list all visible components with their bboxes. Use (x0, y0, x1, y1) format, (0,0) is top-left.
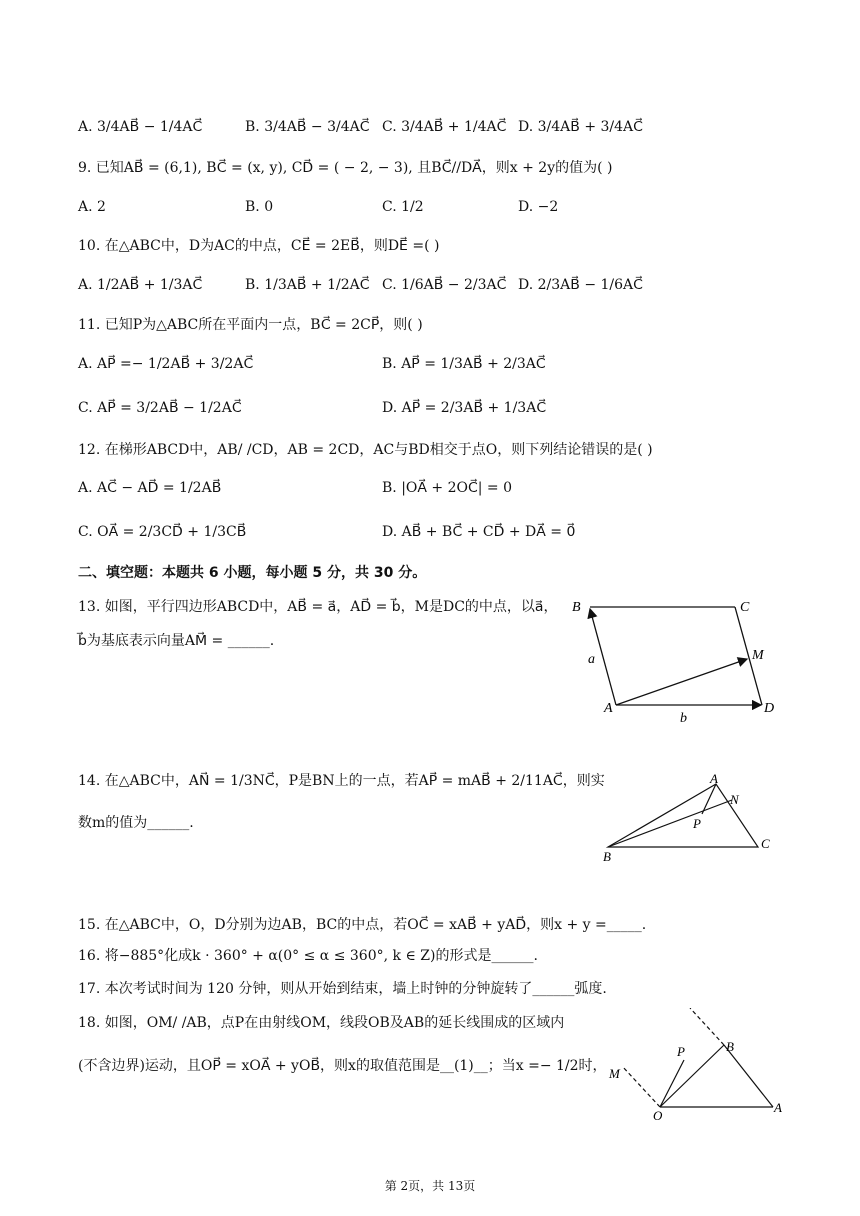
q11-question: 11. 已知P为△ABC所在平面内一点，BC⃗ = 2CP⃗，则( ) (78, 317, 423, 333)
q11-option-d: D. AP⃗ = 2/3AB⃗ + 1/3AC⃗ (382, 400, 547, 416)
fig13-label-vec-a: a (588, 652, 595, 667)
fig18-label-a: A (774, 1100, 782, 1115)
fig13-label-vec-b: b (680, 711, 687, 726)
q9-option-d: D. −2 (518, 199, 559, 215)
fig18-label-m: M (609, 1066, 620, 1081)
fig13-label-m: M (752, 648, 764, 663)
q18-line1: 18. 如图，OM/ /AB，点P在由射线OM，线段OB及AB的延长线围成的区域内 (78, 1015, 565, 1031)
q10-option-d: D. 2/3AB⃗ − 1/6AC⃗ (518, 277, 643, 293)
q14-line1: 14. 在△ABC中，AN⃗ = 1/3NC⃗，P是BN上的一点，若AP⃗ = mAB⃗ + 2/11AC⃗，则实 (78, 773, 605, 789)
q10-question: 10. 在△ABC中，D为AC的中点，CE⃗ = 2EB⃗，则DE⃗ =( ) (78, 238, 440, 254)
q12-option-c: C. OA⃗ = 2/3CD⃗ + 1/3CB⃗ (78, 524, 247, 540)
q13-line1: 13. 如图，平行四边形ABCD中，AB⃗ = a⃗，AD⃗ = b⃗，M是DC的中点，以a⃗， (78, 599, 558, 615)
fig14-label-a: A (710, 771, 718, 786)
q10-option-b: B. 1/3AB⃗ + 1/2AC⃗ (245, 277, 370, 293)
fig14-label-c: C (761, 836, 770, 851)
q18-figure (600, 1008, 790, 1126)
q18-line2: (不含边界)运动，且OP⃗ = xOA⃗ + yOB⃗，则x的取值范围是__(1)__；当x =− 1/2时， (78, 1058, 607, 1074)
q13-parallelogram-figure (566, 592, 796, 732)
fig18-label-o: O (653, 1108, 663, 1123)
q13-line2: b⃗为基底表示向量AM⃗ = ______. (78, 633, 275, 649)
q8-option-d: D. 3/4AB⃗ + 3/4AC⃗ (518, 119, 643, 135)
q12-option-b: B. |OA⃗ + 2OC⃗| = 0 (382, 480, 513, 496)
q9-option-c: C. 1/2 (382, 199, 424, 215)
q12-option-a: A. AC⃗ − AD⃗ = 1/2AB⃗ (78, 480, 222, 496)
q15-question: 15. 在△ABC中，O，D分别为边AB，BC的中点，若OC⃗ = xAB⃗ + yAD⃗，则x + y =_____. (78, 917, 647, 933)
section-heading: 二、填空题：本题共 6 小题，每小题 5 分，共 30 分。 (78, 565, 427, 581)
q9-option-a: A. 2 (78, 199, 106, 215)
q11-option-a: A. AP⃗ =− 1/2AB⃗ + 3/2AC⃗ (78, 356, 254, 372)
page-footer: 第 2页，共 13页 (384, 1179, 476, 1193)
fig14-label-n: N (730, 792, 739, 807)
q9-option-b: B. 0 (245, 199, 274, 215)
fig13-label-c: C (740, 600, 750, 615)
fig14-label-p: P (693, 816, 701, 831)
q11-option-c: C. AP⃗ = 3/2AB⃗ − 1/2AC⃗ (78, 400, 242, 416)
q10-option-c: C. 1/6AB⃗ − 2/3AC⃗ (382, 277, 507, 293)
fig18-label-p: P (677, 1044, 685, 1059)
q14-line2: 数m的值为______. (78, 815, 194, 831)
q11-option-b: B. AP⃗ = 1/3AB⃗ + 2/3AC⃗ (382, 356, 546, 372)
q16-question: 16. 将−885°化成k · 360° + α(0° ≤ α ≤ 360°, k ∈ Z)的形式是______. (78, 948, 538, 964)
fig14-label-b: B (603, 849, 611, 862)
q17-question: 17. 本次考试时间为 120 分钟，则从开始到结束，墙上时钟的分钟旋转了______弧度. (78, 981, 607, 997)
fig13-label-d: D (764, 701, 775, 716)
q12-question: 12. 在梯形ABCD中，AB/ /CD，AB = 2CD，AC与BD相交于点O，则下列结论错误的是( ) (78, 442, 653, 458)
fig13-label-b: B (572, 600, 581, 615)
q8-option-c: C. 3/4AB⃗ + 1/4AC⃗ (382, 119, 507, 135)
q9-question: 9. 已知AB⃗ = (6,1), BC⃗ = (x, y), CD⃗ = ( − 2, − 3), 且BC⃗//DA⃗，则x + 2y的值为( ) (78, 160, 613, 176)
q14-triangle-figure (598, 770, 782, 862)
q12-option-d: D. AB⃗ + BC⃗ + CD⃗ + DA⃗ = 0⃗ (382, 524, 576, 540)
fig13-label-a: A (604, 701, 613, 716)
q10-option-a: A. 1/2AB⃗ + 1/3AC⃗ (78, 277, 203, 293)
fig18-label-b: B (726, 1039, 734, 1054)
q8-option-a: A. 3/4AB⃗ − 1/4AC⃗ (78, 119, 203, 135)
q8-option-b: B. 3/4AB⃗ − 3/4AC⃗ (245, 119, 370, 135)
